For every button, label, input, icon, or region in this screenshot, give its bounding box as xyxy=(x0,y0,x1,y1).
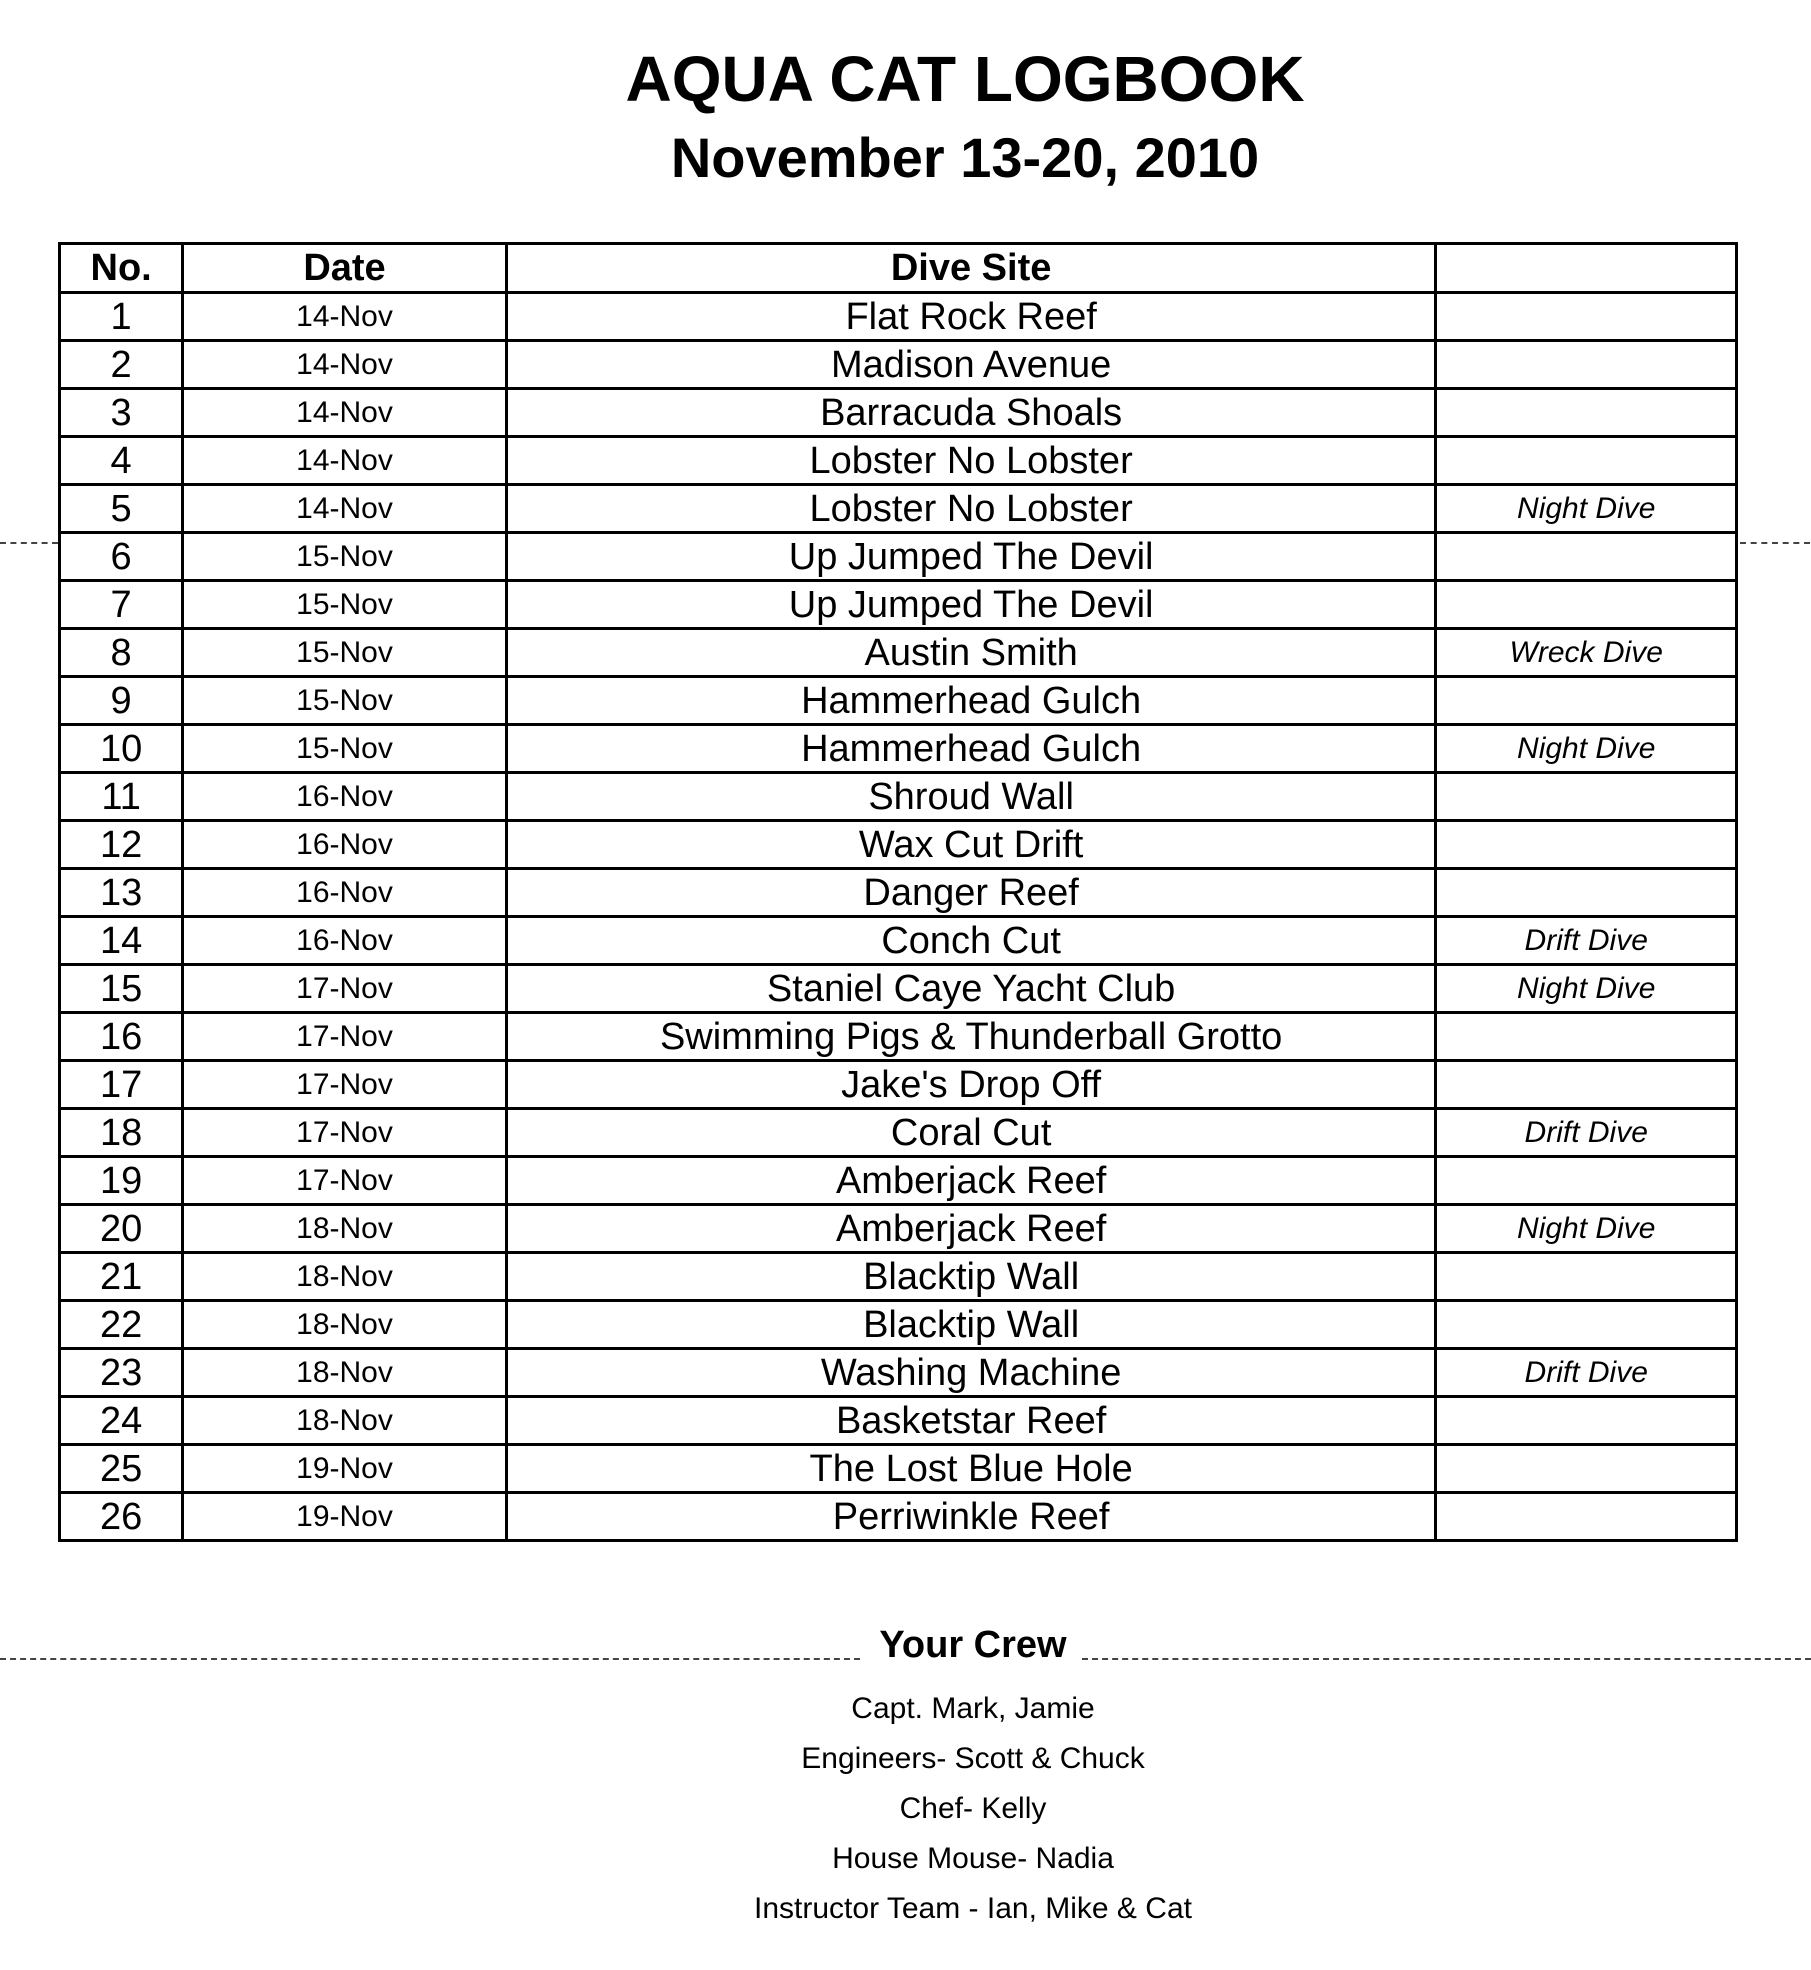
dive-note-cell xyxy=(1436,437,1737,485)
dive-number-cell: 23 xyxy=(60,1349,183,1397)
dive-note-cell xyxy=(1436,1157,1737,1205)
dive-note-cell xyxy=(1436,1493,1737,1541)
dive-date-cell: 19-Nov xyxy=(183,1493,507,1541)
table-row xyxy=(60,1301,1737,1349)
dive-site-cell: Flat Rock Reef xyxy=(506,293,1436,341)
dive-number-cell: 1 xyxy=(60,293,183,341)
dive-number-cell: 10 xyxy=(60,725,183,773)
table-row xyxy=(60,1349,1737,1397)
table-row xyxy=(60,533,1737,581)
dive-date-cell: 17-Nov xyxy=(183,1013,507,1061)
dive-site-cell: Amberjack Reef xyxy=(506,1157,1436,1205)
table-row xyxy=(60,869,1737,917)
dive-site-cell: Hammerhead Gulch xyxy=(506,725,1436,773)
dive-date-cell: 14-Nov xyxy=(183,341,507,389)
dive-date-cell: 14-Nov xyxy=(183,293,507,341)
dive-site-cell: Shroud Wall xyxy=(506,773,1436,821)
dive-site-cell: Basketstar Reef xyxy=(506,1397,1436,1445)
dive-note-cell xyxy=(1436,677,1737,725)
table-row xyxy=(60,1205,1737,1253)
dive-date-cell: 17-Nov xyxy=(183,1109,507,1157)
dive-date-cell: 16-Nov xyxy=(183,869,507,917)
table-row xyxy=(60,677,1737,725)
dive-number-cell: 12 xyxy=(60,821,183,869)
dive-note-cell xyxy=(1436,389,1737,437)
crew-list xyxy=(0,1684,1811,1934)
crew-member-line: House Mouse- Nadia xyxy=(832,1842,1114,1875)
dive-note-cell: Drift Dive xyxy=(1436,1109,1737,1157)
scan-fold-line xyxy=(0,542,58,544)
dive-note-cell: Night Dive xyxy=(1436,1205,1737,1253)
dive-number-cell: 7 xyxy=(60,581,183,629)
table-row xyxy=(60,389,1737,437)
dive-site-cell: Lobster No Lobster xyxy=(506,485,1436,533)
table-row xyxy=(60,1109,1737,1157)
table-row xyxy=(60,821,1737,869)
dive-note-cell xyxy=(1436,341,1737,389)
table-body xyxy=(60,293,1737,1541)
table-row xyxy=(60,1061,1737,1109)
table-row xyxy=(60,773,1737,821)
dive-note-cell xyxy=(1436,821,1737,869)
dive-note-cell xyxy=(1436,1301,1737,1349)
dive-date-cell: 14-Nov xyxy=(183,389,507,437)
dive-note-cell xyxy=(1436,773,1737,821)
dive-site-cell: Amberjack Reef xyxy=(506,1205,1436,1253)
dive-date-cell: 14-Nov xyxy=(183,485,507,533)
dive-site-cell: Washing Machine xyxy=(506,1349,1436,1397)
dive-site-cell: Blacktip Wall xyxy=(506,1253,1436,1301)
dive-date-cell: 19-Nov xyxy=(183,1445,507,1493)
dive-note-cell: Night Dive xyxy=(1436,725,1737,773)
dive-number-cell: 6 xyxy=(60,533,183,581)
crew-member-line: Instructor Team - Ian, Mike & Cat xyxy=(754,1892,1192,1925)
table-row xyxy=(60,437,1737,485)
table-row xyxy=(60,581,1737,629)
dive-number-cell: 20 xyxy=(60,1205,183,1253)
crew-member-line: Capt. Mark, Jamie xyxy=(851,1692,1095,1725)
column-header-notes xyxy=(1436,244,1737,293)
dive-number-cell: 3 xyxy=(60,389,183,437)
dive-number-cell: 19 xyxy=(60,1157,183,1205)
dive-number-cell: 16 xyxy=(60,1013,183,1061)
dive-site-cell: Barracuda Shoals xyxy=(506,389,1436,437)
dive-date-cell: 17-Nov xyxy=(183,965,507,1013)
table-row xyxy=(60,485,1737,533)
dive-site-cell: Staniel Caye Yacht Club xyxy=(506,965,1436,1013)
dive-site-cell: Perriwinkle Reef xyxy=(506,1493,1436,1541)
dive-note-cell: Drift Dive xyxy=(1436,917,1737,965)
table-row xyxy=(60,917,1737,965)
dive-site-cell: Hammerhead Gulch xyxy=(506,677,1436,725)
table-row xyxy=(60,293,1737,341)
dive-site-cell: Lobster No Lobster xyxy=(506,437,1436,485)
dive-site-cell: The Lost Blue Hole xyxy=(506,1445,1436,1493)
page-subtitle: November 13-20, 2010 xyxy=(670,126,1260,189)
dive-date-cell: 16-Nov xyxy=(183,917,507,965)
table-row xyxy=(60,629,1737,677)
dive-note-cell xyxy=(1436,869,1737,917)
dive-number-cell: 4 xyxy=(60,437,183,485)
table-row xyxy=(60,1445,1737,1493)
dive-date-cell: 15-Nov xyxy=(183,581,507,629)
dive-site-cell: Conch Cut xyxy=(506,917,1436,965)
dive-number-cell: 14 xyxy=(60,917,183,965)
dive-number-cell: 2 xyxy=(60,341,183,389)
dive-number-cell: 13 xyxy=(60,869,183,917)
dive-note-cell xyxy=(1436,1013,1737,1061)
dive-site-cell: Up Jumped The Devil xyxy=(506,581,1436,629)
column-header-no: No. xyxy=(60,244,183,293)
dive-log-table xyxy=(58,242,1738,1542)
dive-date-cell: 15-Nov xyxy=(183,629,507,677)
dive-date-cell: 18-Nov xyxy=(183,1397,507,1445)
table-header-row xyxy=(60,244,1737,293)
dive-number-cell: 17 xyxy=(60,1061,183,1109)
dive-site-cell: Coral Cut xyxy=(506,1109,1436,1157)
dive-note-cell xyxy=(1436,533,1737,581)
dive-number-cell: 8 xyxy=(60,629,183,677)
dive-note-cell: Drift Dive xyxy=(1436,1349,1737,1397)
dive-note-cell xyxy=(1436,1397,1737,1445)
dive-note-cell: Wreck Dive xyxy=(1436,629,1737,677)
column-header-dive-site: Dive Site xyxy=(506,244,1436,293)
crew-member-line: Engineers- Scott & Chuck xyxy=(801,1742,1145,1775)
dive-site-cell: Swimming Pigs & Thunderball Grotto xyxy=(506,1013,1436,1061)
dive-number-cell: 9 xyxy=(60,677,183,725)
table-row xyxy=(60,965,1737,1013)
dive-date-cell: 14-Nov xyxy=(183,437,507,485)
dive-note-cell xyxy=(1436,293,1737,341)
dive-date-cell: 15-Nov xyxy=(183,725,507,773)
table-row xyxy=(60,1397,1737,1445)
dive-site-cell: Austin Smith xyxy=(506,629,1436,677)
dive-date-cell: 18-Nov xyxy=(183,1349,507,1397)
dive-number-cell: 24 xyxy=(60,1397,183,1445)
dive-number-cell: 22 xyxy=(60,1301,183,1349)
dive-site-cell: Up Jumped The Devil xyxy=(506,533,1436,581)
dive-number-cell: 18 xyxy=(60,1109,183,1157)
dive-date-cell: 18-Nov xyxy=(183,1301,507,1349)
dive-site-cell: Madison Avenue xyxy=(506,341,1436,389)
table-row xyxy=(60,1493,1737,1541)
dive-number-cell: 21 xyxy=(60,1253,183,1301)
crew-heading: Your Crew xyxy=(879,1624,1067,1666)
dive-number-cell: 15 xyxy=(60,965,183,1013)
dive-date-cell: 15-Nov xyxy=(183,533,507,581)
dive-date-cell: 17-Nov xyxy=(183,1157,507,1205)
dive-number-cell: 25 xyxy=(60,1445,183,1493)
dive-site-cell: Jake's Drop Off xyxy=(506,1061,1436,1109)
table-row xyxy=(60,341,1737,389)
dive-date-cell: 16-Nov xyxy=(183,821,507,869)
crew-section xyxy=(0,1624,1811,1934)
dive-note-cell xyxy=(1436,1253,1737,1301)
dive-date-cell: 15-Nov xyxy=(183,677,507,725)
table-row xyxy=(60,1253,1737,1301)
dive-note-cell: Night Dive xyxy=(1436,485,1737,533)
dive-note-cell xyxy=(1436,581,1737,629)
dive-log-table-container xyxy=(58,242,1738,1542)
dive-date-cell: 17-Nov xyxy=(183,1061,507,1109)
dive-site-cell: Danger Reef xyxy=(506,869,1436,917)
dive-number-cell: 5 xyxy=(60,485,183,533)
table-row xyxy=(60,1013,1737,1061)
column-header-date: Date xyxy=(183,244,507,293)
dive-date-cell: 18-Nov xyxy=(183,1253,507,1301)
dive-date-cell: 16-Nov xyxy=(183,773,507,821)
dive-site-cell: Wax Cut Drift xyxy=(506,821,1436,869)
scan-fold-line xyxy=(1740,542,1810,544)
dive-note-cell xyxy=(1436,1445,1737,1493)
dive-note-cell xyxy=(1436,1061,1737,1109)
dive-site-cell: Blacktip Wall xyxy=(506,1301,1436,1349)
dive-number-cell: 26 xyxy=(60,1493,183,1541)
crew-member-line: Chef- Kelly xyxy=(899,1792,1047,1825)
dive-number-cell: 11 xyxy=(60,773,183,821)
dive-note-cell: Night Dive xyxy=(1436,965,1737,1013)
table-row xyxy=(60,725,1737,773)
dive-date-cell: 18-Nov xyxy=(183,1205,507,1253)
page-title: AQUA CAT LOGBOOK xyxy=(625,43,1305,115)
table-row xyxy=(60,1157,1737,1205)
